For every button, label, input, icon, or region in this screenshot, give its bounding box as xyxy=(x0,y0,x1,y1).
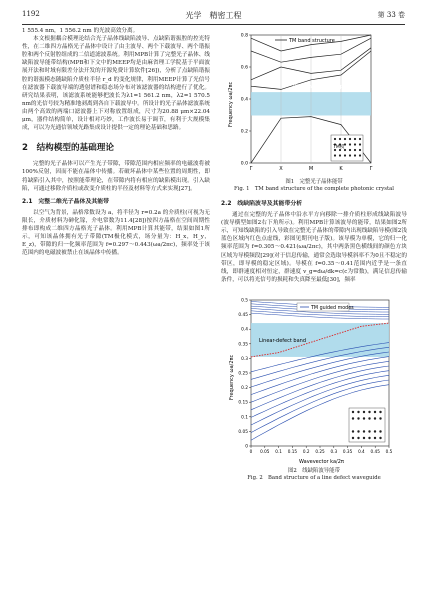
right-column xyxy=(221,27,407,482)
x-tick-label: 0.05 xyxy=(260,448,270,454)
lattice-rod xyxy=(352,437,354,439)
y-tick-label: 0 xyxy=(245,444,248,450)
x-tick-label: 0.35 xyxy=(342,448,353,454)
volume-label: 第 33 卷 xyxy=(377,11,405,19)
x-tick-label: Γ xyxy=(249,166,253,172)
lattice-rod xyxy=(379,430,381,432)
figure-1-caption-en: Fig. 1 TM band structure of the complete photonic crystal xyxy=(234,186,394,192)
guided-modes-chart xyxy=(221,290,407,466)
figure-2 xyxy=(221,290,407,466)
x-tick-label: M xyxy=(308,166,314,172)
paragraph: 完整的光子晶体可以产生光子带隙，带隙范围内相应频率的电磁波将被100%反射，因而不能在晶体中传播。若破坏晶体中某些位置的周期性，即将缺陷引入其中，按照能带理论，在带隙内将有相应的缺陷模出现。引入缺陷，可通过移除介质柱或改变介质柱的半径及材料等方式来实现[27]。 xyxy=(22,161,210,192)
y-tick-label: 0.5 xyxy=(241,298,248,304)
guided-mode-line xyxy=(251,361,389,402)
figure-2-caption-cn: 图2 线缺陷波导能带 xyxy=(288,467,340,474)
lattice-rod xyxy=(379,411,381,413)
x-tick-label: 0.4 xyxy=(358,448,365,454)
paragraph: 以空气为背景，晶格常数设为 a，将半径为 r=0.2a 的介质柱(可视为无限长，介质材料为砷化镓，介电常数为11.4[28])按四方晶格在空间周期性排布即构成二维四方晶格光子晶体。利用MPB计算其能带，结果如图1所示，可知该晶体拥有光子带隙(TM极化模式，场分量为：H_x，H_y，E_z)，带隙的归一化频率范围为 f=0.297～0.443(ωa/2πc)，频率处于该范围内的电磁波被禁止在该晶体中传播。 xyxy=(22,209,210,257)
lattice-rod xyxy=(359,154,361,156)
lattice-rod xyxy=(344,154,346,156)
lattice-rod xyxy=(349,143,351,145)
lattice-rod xyxy=(357,417,359,419)
lattice-rod xyxy=(354,143,356,145)
lattice-rod xyxy=(374,430,376,432)
lattice-rod xyxy=(363,411,365,413)
y-tick-label: 0.8 xyxy=(240,33,248,39)
lattice-rod xyxy=(368,437,370,439)
lattice-rod xyxy=(379,417,381,419)
lattice-rod xyxy=(339,138,341,140)
y-tick-label: 0.2 xyxy=(240,129,248,135)
x-tick-label: K xyxy=(339,166,343,172)
lattice-rod xyxy=(368,417,370,419)
paragraph: 本文根据耦合模理论结合光子晶体线缺陷波导、点缺陷谐振腔的控光特性，在二维四方晶格光子晶体中设计了由主波导、两个下载波导、两个谐振腔和两个反射腔组成的二信道滤波系统。利用MPB计算了完整光子晶体、线缺陷波导能带结构(MPB和下文中的MEEP均是由麻省理工学院基于平面波展开法和时域有限差分法开发的开源免费计算软件[26])，分析了点缺陷谐振腔的谐振模态随缺陷介质柱半径 r_d 的变化规律，利用MEEP计算了光信号在滤波器下载波导端的透射谱和稳态场分布对该滤波器的结构进行了优化。研究结果表明，该滤波系统能够把波长为λ1=1 561.2 nm，λ2=1 570.5 nm的光信号较为精准地剥离到各自下载波导中。所设计的光子晶体滤波系统由两个高效的两端口滤波器上下对称放置组成，尺寸为20.88 μm×22.04 μm，器件结构简单，设计相对巧妙，工作波长易于调节，有利于大规模集成，可以为光通信领域光路集成设计提供一定的理论基础和思路。 xyxy=(22,36,210,132)
lattice-rod xyxy=(374,417,376,419)
legend-text: TM band structure xyxy=(289,38,335,44)
lattice-rod xyxy=(357,430,359,432)
header-rule xyxy=(22,24,405,25)
lattice-rod xyxy=(344,138,346,140)
lattice-rod xyxy=(352,417,354,419)
gap-label: Photonic band gap xyxy=(293,84,344,90)
figure-2-caption-en: Fig. 2 Band structure of a line defect waveguide xyxy=(247,474,381,481)
y-tick-label: 0.4 xyxy=(240,97,248,103)
left-column xyxy=(22,27,210,257)
guided-mode-line xyxy=(251,357,389,395)
legend-text: TM guided modes xyxy=(311,305,354,311)
page-header xyxy=(22,10,405,22)
x-tick-label: Γ xyxy=(369,166,373,172)
lattice-rod xyxy=(359,138,361,140)
figure-1-caption-cn: 图1 完整光子晶体能带 xyxy=(285,179,343,185)
y-tick-label: 0.6 xyxy=(240,65,248,71)
lattice-rod xyxy=(349,154,351,156)
y-axis-label: Frequency ωa/2πc xyxy=(228,81,234,127)
y-tick-label: 0.15 xyxy=(238,400,248,406)
subsection-heading: 2.2 线缺陷波导及其能带分析 xyxy=(221,201,303,207)
lattice-rod xyxy=(352,411,354,413)
x-tick-label: 0.5 xyxy=(385,448,393,454)
y-tick-label: 0.1 xyxy=(241,415,248,421)
y-tick-label: 0.3 xyxy=(241,356,248,362)
y-tick-label: 0.35 xyxy=(238,342,248,348)
section-heading: 2 结构模型的基础理论 xyxy=(22,143,114,154)
lattice-rod xyxy=(368,411,370,413)
lattice-rod xyxy=(357,411,359,413)
tm-label: TM模 xyxy=(333,145,345,150)
x-tick-label: 0.2 xyxy=(302,448,310,454)
lattice-rod xyxy=(363,437,365,439)
lattice-rod xyxy=(374,437,376,439)
lattice-rod xyxy=(357,437,359,439)
lattice-rod xyxy=(352,430,354,432)
lattice-rod xyxy=(368,430,370,432)
x-tick-label: 0 xyxy=(249,448,253,454)
journal-title: 光学 精密工程 xyxy=(185,11,242,20)
lattice-rod xyxy=(334,138,336,140)
band-structure-chart xyxy=(221,27,407,177)
subsection-heading: 2.1 完整二维光子晶体及其能带 xyxy=(22,198,110,205)
page-number: 1192 xyxy=(22,10,40,18)
lattice-rod xyxy=(374,411,376,413)
paragraph: 通过在完整的光子晶体中沿水平方向移除一排介质柱形成线缺陷波导(波导横型如图2右下角所示)。利用MPB计算该波导的能带，结果如图2所示，可知线缺陷的引入导致在完整光子晶体的带隙内出现线缺陷导模(图2浅蓝色区域内红色点虚线，彩图见期刊电子版)。该导模为单模，它的归一化频率范围为 f=0.305～0.421(ωa/2πc)，其中两条黑色横线间的颜色方块区域为导模频段[29](对于信息传输，通常会选取导模斜率不为0且不稳定的带区，即导模的稳定区域)。导模在 f=0.35～0.41范围内近乎是一条直线，即群速度相对恒定，群速度 v_g=dω/dk=c(c为常数)，满足信息传输条件，可以将光信号的损耗和失真降至最低[30]，频率 xyxy=(221,212,407,283)
x-tick-label: 0.3 xyxy=(330,448,338,454)
lattice-rod xyxy=(354,138,356,140)
x-tick-label: X xyxy=(279,166,283,172)
lattice-rod xyxy=(363,430,365,432)
x-tick-label: 0.25 xyxy=(315,448,325,454)
lattice-rod xyxy=(359,149,361,151)
y-tick-label: 0.0 xyxy=(240,161,248,167)
y-tick-label: 0.2 xyxy=(241,386,248,392)
lattice-rod xyxy=(339,154,341,156)
lattice-rod xyxy=(379,437,381,439)
y-tick-label: 0.4 xyxy=(241,327,248,333)
figure-1 xyxy=(221,27,407,177)
x-tick-label: 0.1 xyxy=(275,448,282,454)
lattice-rod xyxy=(334,154,336,156)
y-axis-label: Frequency ωa/2πc xyxy=(229,354,235,400)
x-tick-label: 0.45 xyxy=(370,448,380,454)
lattice-rod xyxy=(363,417,365,419)
y-tick-label: 0.45 xyxy=(238,313,248,319)
lattice-rod xyxy=(354,149,356,151)
lattice-rod xyxy=(349,138,351,140)
x-tick-label: 0.15 xyxy=(287,448,298,454)
lattice-rod xyxy=(349,149,351,151)
y-tick-label: 0.05 xyxy=(238,429,248,435)
lattice-rod xyxy=(354,154,356,156)
paragraph: 1 555.4 nm，1 556.2 nm 的光波高效分离。 xyxy=(22,28,139,34)
x-axis-label: Wavevector ka/2π xyxy=(299,458,344,465)
defect-band-label: Linear-defect band xyxy=(259,337,306,344)
y-tick-label: 0.25 xyxy=(238,371,248,377)
lattice-rod xyxy=(359,143,361,145)
